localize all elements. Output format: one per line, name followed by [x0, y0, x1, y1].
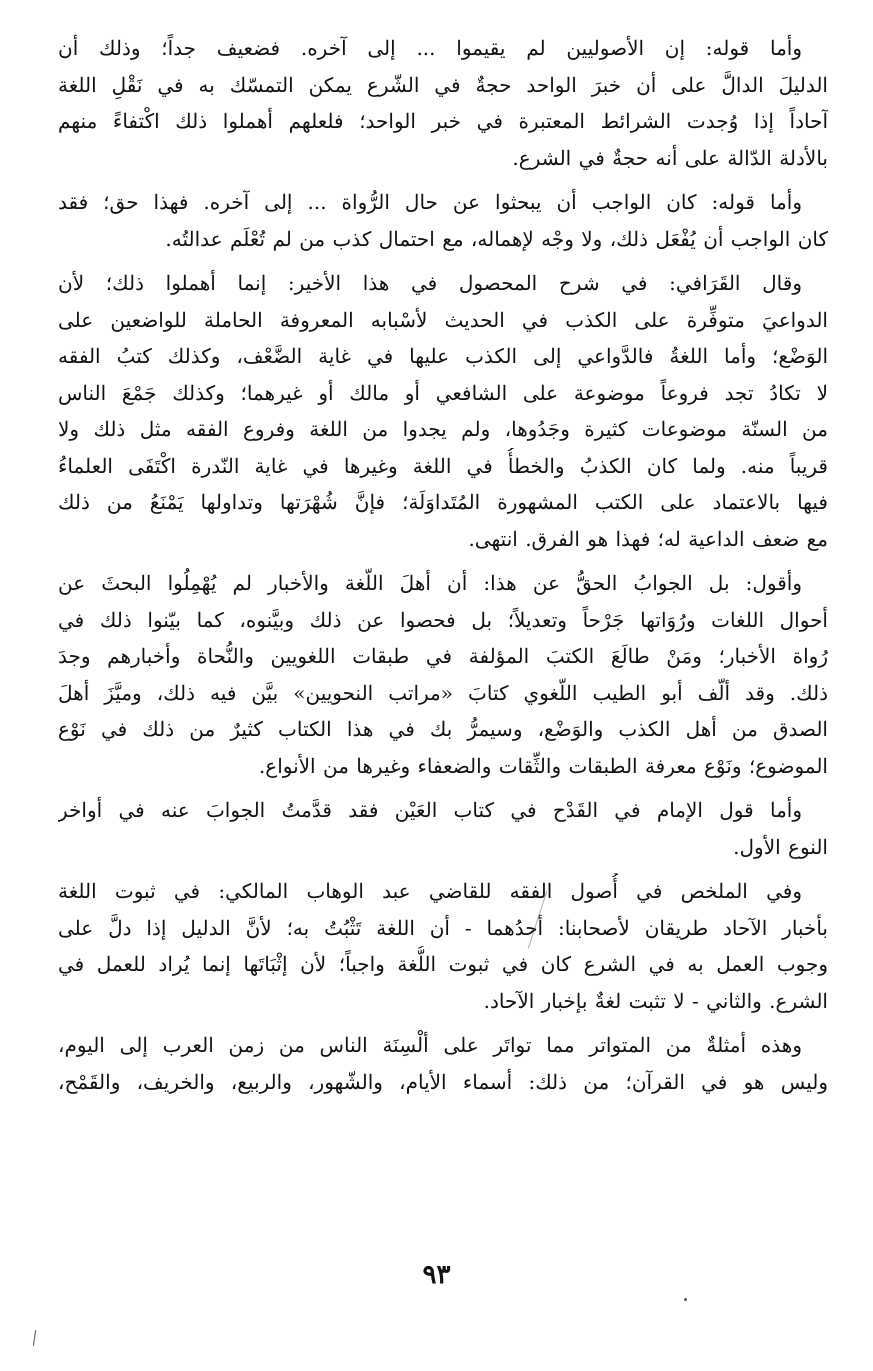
text-line: الوَضْع؛ وأما اللغةُ فالدَّواعي إلى الكذب عليها في غاية الضَّعْف، وكذلك كتبُ الفقه [58, 344, 828, 368]
text-line: لا تكادُ تجد فروعاً موضوعة على الشافعي أو مالك أو غيرهما؛ وكذلك جَمْعَ الناس [58, 380, 828, 405]
text-line: وهذه أمثلةٌ من المتواتر مما تواتَر على ألْسِنَة الناس من زمن العرب إلى اليوم، [58, 1033, 802, 1057]
text-line: وأقول: بل الجوابُ الحقُّ عن هذا: أن أهلَ اللّغة والأخبار لم يُهْمِلُوا البحثَ عن [58, 571, 802, 595]
text-line: بأخبار الآحاد طريقان لأصحابنا: أحدُهما - أن اللغة تَثْبُتُ به؛ لأنَّ الدليل إذا دلَّ على [58, 915, 828, 940]
text-line: النوع الأول. [733, 834, 828, 859]
text-line: وليس هو في القرآن؛ من ذلك: أسماء الأيام، والشّهور، والربيع، والخريف، والقَمْح، [58, 1069, 828, 1094]
text-line: وأما قول الإمام في القَدْح في كتاب العَيْن فقد قدَّمتُ الجوابَ عنه في أواخر [58, 798, 802, 822]
text-line: مع ضعف الداعية له؛ فهذا هو الفرق. انتهى. [468, 526, 828, 551]
text-line: ذلك. وقد ألّف أبو الطيب اللّغوي كتابَ «مراتب النحويين» بيَّن فيه ذلك، وميَّزَ أهلَ [58, 680, 828, 705]
text-line: كان الواجب أن يُفْعَل ذلك، ولا وجْه لإهماله، مع احتمال كذب من لم تُعْلَم عدالتُه. [165, 226, 828, 251]
scan-artifact [33, 1330, 36, 1346]
text-line: وفي الملخص في أُصول الفقه للقاضي عبد الوهاب المالكي: في ثبوت اللغة [58, 879, 802, 903]
text-line: وقال القَرَافي: في شرح المحصول في هذا الأخير: إنما أهملوا ذلك؛ لأن [58, 271, 802, 295]
text-line: آحاداً إذا وُجدت الشرائط المعتبرة في خبر الواحد؛ فلعلهم أهملوا ذلك اكْتفاءً منهم [58, 109, 828, 133]
text-line: وجوب العمل به في الشرع كان في ثبوت اللُّغة واجباً؛ لأن إثْبَاتَها إنما يُراد للعمل في [58, 952, 828, 976]
paragraph [58, 565, 828, 784]
text-line: الدواعيَ متوفِّرة على الكذب في الحديث لأسْبابه المعروفة الحاملة للواضعين على [58, 307, 828, 332]
scan-artifact [684, 1298, 687, 1301]
text-line: الصدق من أهل الكذب والوَضْع، وسيمرُّ بك في هذا الكتاب كثيرٌ من ذلك في نَوْع [58, 717, 828, 741]
text-line: الموضوع؛ ونَوْع معرفة الطبقات والثِّقات والضعفاء وغيرها من الأنواع. [258, 753, 828, 778]
text-line: وأما قوله: كان الواجب أن يبحثوا عن حال الرُّواة ... إلى آخره. فهذا حق؛ فقد [58, 190, 802, 214]
page-number: ٩٣ [422, 1260, 451, 1290]
text-line: وأما قوله: إن الأصوليين لم يقيموا ... إلى آخره. فضعيف جداً؛ وذلك أن [58, 36, 802, 60]
text-line: الدليلَ الدالَّ على أن خبرَ الواحد حجةٌ في الشّرع يمكن التمسّك به في نَقْلِ اللغة [58, 72, 828, 97]
paragraph [58, 265, 828, 557]
paragraph [58, 30, 828, 176]
text-line: رُواة الأخبار؛ ومَنْ طالَعَ الكتبَ المؤلفة في طبقات اللغويين والنُّحاة وأخبارهم وجدَ [58, 644, 828, 668]
text-line: فيها بالاعتماد على الكتب المشهورة المُتَداوَلَة؛ فإنَّ شُهْرَتها وتداولها يَمْنَعُ من ذلك [58, 490, 828, 514]
paragraph [58, 873, 828, 1019]
text-line: قريباً منه. ولما كان الكذبُ والخطأُ في اللغة وغيرها في غاية النّدرة اكْتَفَى العلماءُ [58, 453, 828, 478]
body-text [58, 30, 828, 1108]
text-line: أحوال اللغات ورُوَاتها جَرْحاً وتعديلاً؛ بل فحصوا عن ذلك وبيَّنوه، كما بيّنوا ذلك في [58, 607, 828, 632]
paragraph [58, 184, 828, 257]
paragraph [58, 1027, 828, 1100]
text-line: بالأدلة الدّالة على أنه حجةٌ في الشرع. [512, 145, 828, 170]
text-line: من السنّة موضوعات كثيرة وجَدُوها، ولم يجدوا من اللغة وفروع الفقه مثل ذلك ولا [58, 417, 828, 441]
paragraph [58, 792, 828, 865]
text-line: الشرع. والثاني - لا تثبت لغةٌ بإخبار الآحاد. [483, 988, 828, 1013]
